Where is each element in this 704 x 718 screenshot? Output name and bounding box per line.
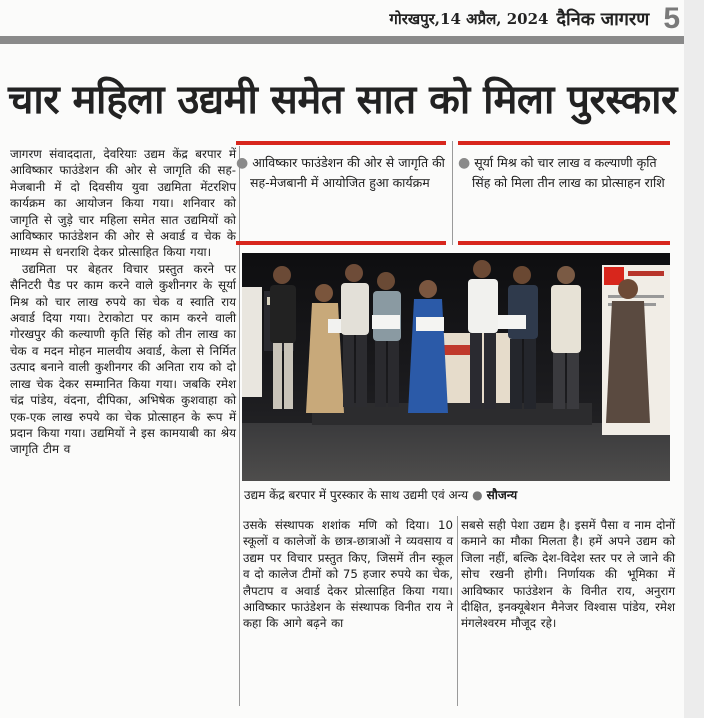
bullet-icon: ● — [458, 155, 471, 171]
article-paragraph-4: सबसे सही पेशा उद्यम है। इसमें पैसा व नाम दोनों कमाने का मौका मिलता है। हमें अपने उद्यम को जिला नहीं, बल्कि देश-विदेश स्तर पर ले जाने की सोच रखनी होगी। निर्णायक की भूमिका में आविष्कार फाउंडेशन के विनीत राय, अनुराग दीक्षित, इनक्यूबेशन मैनेजर विश्वास पांडेय, रमेश मंगलेश्वरम मौजूद रहे। — [461, 518, 675, 631]
article-column-2 — [243, 517, 453, 707]
dateline: गोरखपुर,14 अप्रैल, 2024 — [389, 10, 549, 28]
highlight-bottom-rule — [236, 241, 446, 245]
highlight-top-rule — [458, 141, 670, 145]
page-margin — [684, 0, 704, 718]
bullet-icon: ● — [236, 155, 249, 171]
highlight-box-2 — [458, 141, 670, 245]
article-paragraph-1: जागरण संवाददाता, देवरियाः उद्यम केंद्र बरपार में आविष्कार फाउंडेशन की ओर से जागृति की सह-मेजबानी में दो दिवसीय युवा उद्यमिता मेंटरशिप कार्यक्रम का आयोजन किया गया। शनिवार को जागृति से जुड़े चार महिला समेत सात उद्यमियों को आविष्कार फाउंडेशन की ओर से अवार्ड व चेक के माध्यम से धनराशि देकर प्रोत्साहित किया गया। — [10, 147, 236, 260]
article-column-3 — [461, 517, 675, 707]
article-paragraph-3: उसके संस्थापक शशांक मणि को दिया। 10 स्कूलों व कालेजों के छात्र-छात्राओं ने व्यवसाय व उद्यम पर विचार प्रस्तुत किए, जिसमें तीन स्कूल व दो कालेज टीमों को 75 हजार रुपये का चेक, लैपटाप व अवार्ड देकर प्रोत्साहित किया गया। आविष्कार फाउंडेशन के संस्थापक विनीत राय ने कहा कि आगे बढ़ने का — [243, 518, 453, 631]
newspaper-name: दैनिक जागरण — [556, 9, 650, 30]
page-number: 5 — [663, 2, 680, 35]
highlight-text: सूर्या मिश्र को चार लाख व कल्याणी कृति सिंह को मिला तीन लाख का प्रोत्साहन राशि — [472, 155, 665, 190]
masthead — [300, 2, 680, 35]
caption-text: उद्यम केंद्र बरपार में पुरस्कार के साथ उद्यमी एवं अन्य — [244, 488, 469, 502]
column-divider — [457, 516, 458, 706]
article-paragraph-2: उद्यमिता पर बेहतर विचार प्रस्तुत करने पर सैनिटरी पैड पर काम करने वाले कुशीनगर के सूर्या मिश्र को चार लाख रुपये का चेक व स्वाति राय अवार्ड दिया गया। टेराकोटा पर काम करने वाली गोरखपुर की कल्याणी कृति सिंह को तीन लाख का चेक व मदन मोहन मालवीय अवार्ड, केला से निर्मित उत्पाद बनाने वाली कुशीनगर की अनिता राय को दो लाख चेक देकर सम्मानित किया गया। जबकि रमेश चंद्र पांडेय, वंदना, दीपिका, अभिषेक कुशवाहा को एक-एक लाख रुपये का चेक प्रोत्साहन के रूप में प्रदान किया गया। उद्यमियों ने इस कामयाबी का श्रेय जागृति टीम व — [10, 261, 236, 457]
highlight-box-1 — [236, 141, 446, 245]
caption-bullet-icon: ● — [472, 488, 483, 502]
masthead-rule — [0, 36, 684, 44]
photo-caption — [244, 484, 672, 506]
photo-credit: सौजन्य — [486, 488, 518, 502]
highlight-bottom-rule — [458, 241, 670, 245]
award-ceremony-photo — [242, 253, 670, 481]
highlight-divider — [452, 141, 453, 245]
highlight-text: आविष्कार फाउंडेशन की ओर से जागृति की सह-मेजबानी में आयोजित हुआ कार्यक्रम — [250, 155, 445, 190]
highlight-top-rule — [236, 141, 446, 145]
article-column-1 — [10, 146, 236, 708]
headline: चार महिला उद्यमी समेत सात को मिला पुरस्कार — [8, 76, 677, 123]
